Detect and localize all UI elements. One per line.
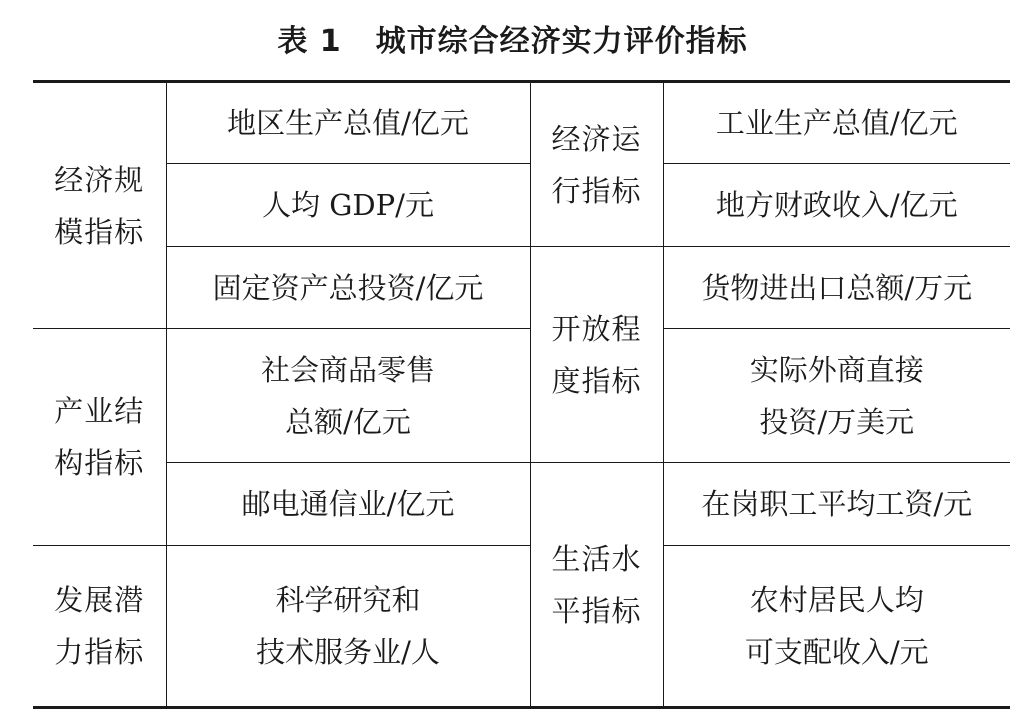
category-industrial-structure: 产业结 构指标: [33, 329, 166, 546]
indicator-rural-income: 农村居民人均 可支配收入/元: [663, 546, 1010, 708]
indicator-post-telecom: 邮电通信业/亿元: [166, 463, 530, 546]
table-row: [33, 247, 1010, 329]
table-row: [33, 329, 1010, 463]
indicator-import-export: 货物进出口总额/万元: [663, 247, 1010, 329]
indicator-retail-sales: 社会商品零售 总额/亿元: [166, 329, 530, 463]
indicator-industrial-output: 工业生产总值/亿元: [663, 82, 1010, 164]
indicator-research-services: 科学研究和 技术服务业/人: [166, 546, 530, 708]
indicator-table: [33, 80, 1010, 709]
table-row: [33, 82, 1010, 164]
table-title: 城市综合经济实力评价指标: [375, 24, 748, 59]
table-caption: [0, 22, 1025, 62]
category-development-potential: 发展潜 力指标: [33, 546, 166, 708]
category-economic-scale: 经济规 模指标: [33, 82, 166, 329]
indicator-fixed-asset-investment: 固定资产总投资/亿元: [166, 247, 530, 329]
indicator-foreign-investment: 实际外商直接 投资/万美元: [663, 329, 1010, 463]
indicator-gdp-total: 地区生产总值/亿元: [166, 82, 530, 164]
table-row: [33, 546, 1010, 708]
category-living-standard: 生活水 平指标: [530, 463, 663, 708]
indicator-gdp-per-capita: 人均 GDP/元: [166, 164, 530, 247]
indicator-avg-wage: 在岗职工平均工资/元: [663, 463, 1010, 546]
category-openness: 开放程 度指标: [530, 247, 663, 463]
category-economic-operation: 经济运 行指标: [530, 82, 663, 247]
table-row: [33, 164, 1010, 247]
table-number: 表 1: [277, 24, 342, 59]
indicator-fiscal-revenue: 地方财政收入/亿元: [663, 164, 1010, 247]
table-row: [33, 463, 1010, 546]
